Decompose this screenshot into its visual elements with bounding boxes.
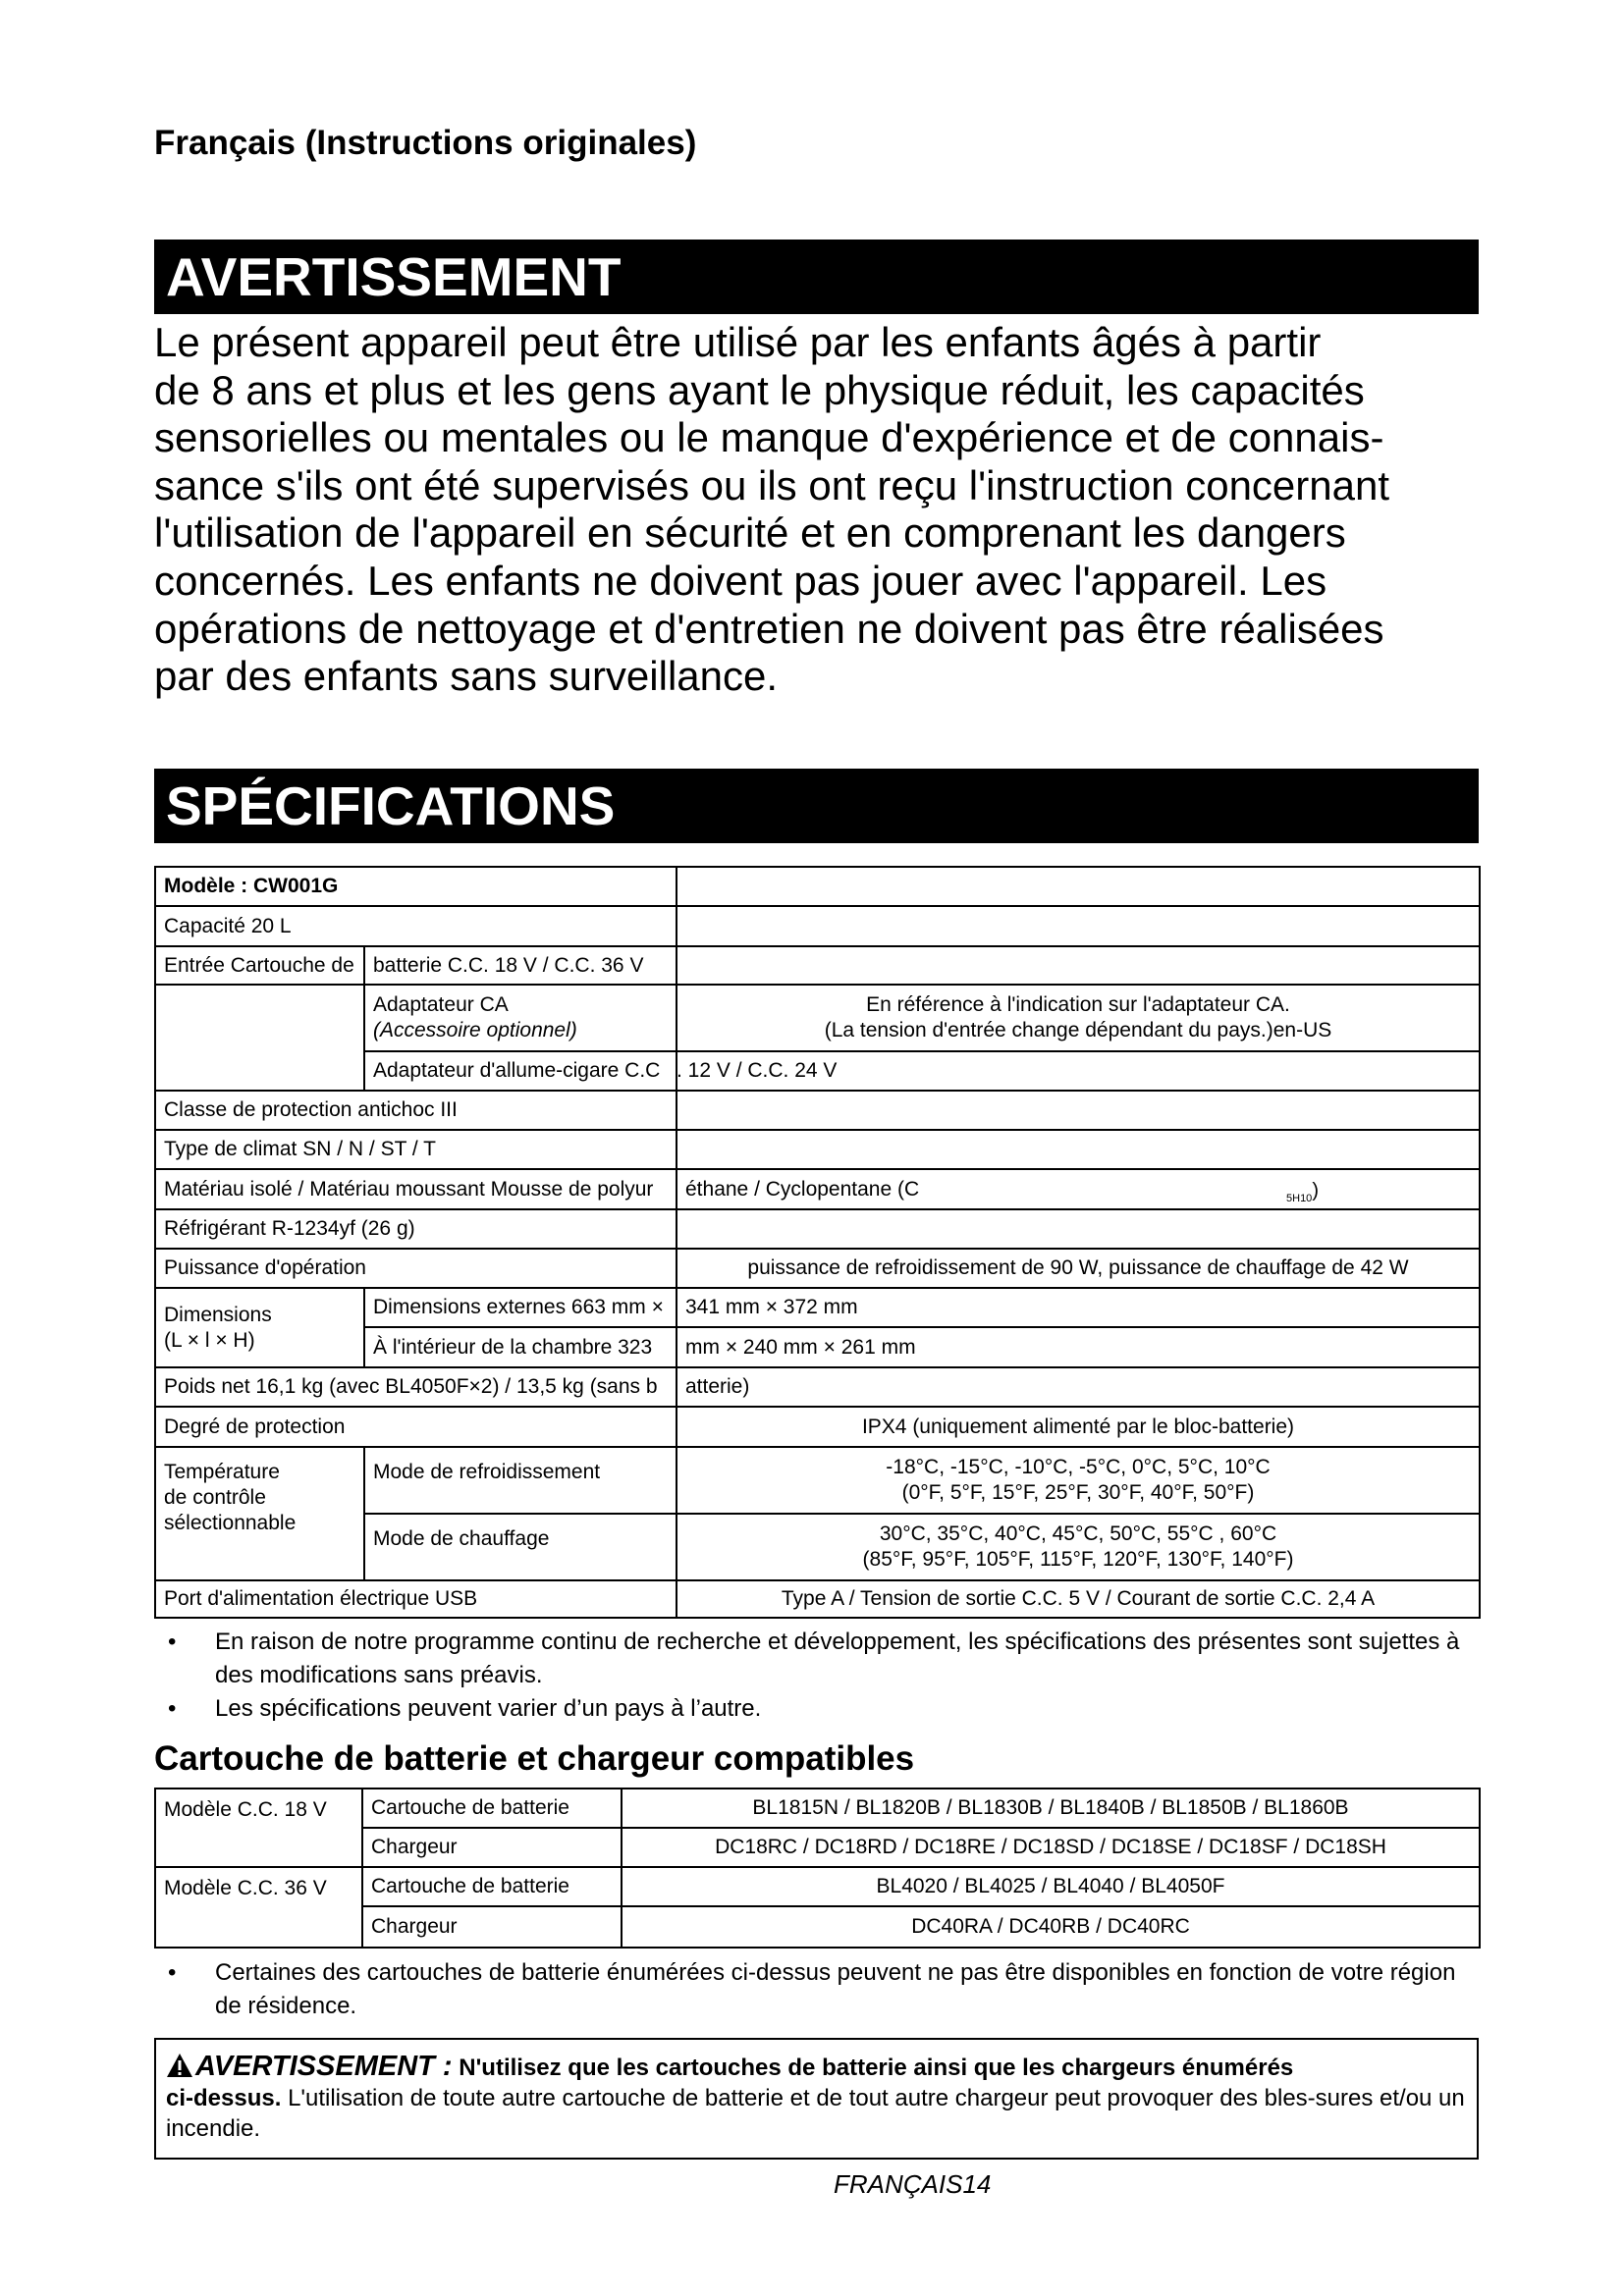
warning-triangle-icon xyxy=(166,2053,193,2078)
dimensions-label-cell xyxy=(155,1288,364,1367)
model-cell: Modèle : CW001G xyxy=(155,867,677,906)
empty-cell xyxy=(677,1130,1480,1169)
warning-line: concernés. Les enfants ne doivent pas jouer avec l'appareil. Les xyxy=(154,557,1327,604)
capacity-cell: Capacité 20 L xyxy=(155,906,677,946)
specifications-banner: SPÉCIFICATIONS xyxy=(154,769,1479,843)
insulation-formula xyxy=(1286,1178,1319,1209)
ip-value-cell: IPX4 (uniquement alimenté par le bloc-batterie) xyxy=(677,1407,1480,1447)
temperature-label-cell xyxy=(155,1447,364,1580)
heating-mode-cell: Mode de chauffage xyxy=(364,1514,677,1580)
empty-cell xyxy=(677,906,1480,946)
charger-label-cell: Chargeur xyxy=(362,1906,622,1948)
protection-class-cell: Classe de protection antichoc III xyxy=(155,1091,677,1130)
temperature-label-line: de contrôle xyxy=(164,1486,266,1509)
list-item xyxy=(154,1692,1479,1726)
ip-label-cell: Degré de protection xyxy=(155,1407,677,1447)
usb-label-cell: Port d'alimentation électrique USB xyxy=(155,1580,677,1618)
table-row xyxy=(155,1169,1480,1209)
note-text: Les spécifications peuvent varier d’un pays à l’autre. xyxy=(215,1695,762,1722)
table-row xyxy=(155,1447,1480,1514)
insulation-value-cell xyxy=(677,1169,1480,1209)
temperature-label-line: Température xyxy=(164,1461,280,1483)
table-row xyxy=(155,1288,1480,1327)
table-row xyxy=(155,867,1480,906)
warning-line: l'utilisation de l'appareil en sécurité et en comprenant les dangers xyxy=(154,509,1346,557)
empty-cell xyxy=(677,867,1480,906)
ac-value-cell xyxy=(677,985,1480,1051)
table-row xyxy=(155,1249,1480,1288)
table-row xyxy=(155,1130,1480,1169)
empty-cell xyxy=(677,1209,1480,1249)
table-row xyxy=(155,1367,1480,1407)
ac-adapter-label: Adaptateur CA xyxy=(373,993,509,1016)
heating-values-line: 30°C, 35°C, 40°C, 45°C, 50°C, 55°C , 60°C xyxy=(879,1522,1277,1545)
bullet-icon: • xyxy=(168,1695,177,1722)
model-18-cell: Modèle C.C. 18 V xyxy=(155,1789,362,1867)
dim-ext-value-cell: 341 mm × 372 mm xyxy=(677,1288,1480,1327)
table-row xyxy=(155,1407,1480,1447)
warning-banner: AVERTISSEMENT xyxy=(154,240,1479,314)
warning-line: sensorielles ou mentales ou le manque d'expérience et de connais- xyxy=(154,414,1384,461)
table-row xyxy=(155,1580,1480,1618)
charger-label-cell: Chargeur xyxy=(362,1828,622,1867)
formula-subscript: 10 xyxy=(1300,1193,1313,1204)
cooling-values-cell xyxy=(677,1447,1480,1514)
cigar-adapter-cell: Adaptateur d'allume-cigare C.C xyxy=(364,1051,677,1091)
weight-cell: Poids net 16,1 kg (avec BL4050F×2) / 13,5 kg (sans b xyxy=(155,1367,677,1407)
input-battery-cell: batterie C.C. 18 V / C.C. 36 V xyxy=(364,946,677,985)
charger-36-cell: DC40RA / DC40RB / DC40RC xyxy=(622,1906,1480,1948)
cooling-values-line: -18°C, -15°C, -10°C, -5°C, 0°C, 5°C, 10°C xyxy=(886,1456,1271,1478)
battery-18-cell: BL1815N / BL1820B / BL1830B / BL1840B / BL1850B / BL1860B xyxy=(622,1789,1480,1828)
dimensions-axes: (L × l × H) xyxy=(164,1328,255,1352)
warning-line: de 8 ans et plus et les gens ayant le physique réduit, les capacités xyxy=(154,366,1365,413)
cooling-mode-cell: Mode de refroidissement xyxy=(364,1447,677,1514)
table-row xyxy=(155,1091,1480,1130)
charger-18-cell: DC18RC / DC18RD / DC18RE / DC18SD / DC18SE / DC18SF / DC18SH xyxy=(622,1828,1480,1867)
cooling-values-line: (0°F, 5°F, 15°F, 25°F, 30°F, 40°F, 50°F) xyxy=(901,1481,1255,1504)
insulation-cell: Matériau isolé / Matériau moussant Mousse de polyur xyxy=(155,1169,677,1209)
bullet-icon: • xyxy=(168,1959,177,1986)
table-row xyxy=(155,1209,1480,1249)
warning-line: Le présent appareil peut être utilisé par les enfants âgés à partir xyxy=(154,319,1322,365)
model-36-cell: Modèle C.C. 36 V xyxy=(155,1867,362,1948)
page-footer: FRANÇAIS14 xyxy=(834,2169,992,2199)
power-label-cell: Puissance d'opération xyxy=(155,1249,677,1288)
heating-values-cell xyxy=(677,1514,1480,1580)
heating-values-line: (85°F, 95°F, 105°F, 115°F, 120°F, 130°F, 140°F) xyxy=(862,1548,1294,1571)
language-title: Français (Instructions originales) xyxy=(154,124,697,162)
refrigerant-cell: Réfrigérant R-1234yf (26 g) xyxy=(155,1209,677,1249)
warning-line: par des enfants sans surveillance. xyxy=(154,653,779,700)
warning-heading: AVERTISSEMENT : xyxy=(195,2051,453,2082)
specification-notes xyxy=(154,1626,1479,1726)
compatible-table xyxy=(154,1788,1481,1949)
note-text: Certaines des cartouches de batterie énumérées ci-dessus peuvent ne pas être disponibles en fonction de votre région de résidence. xyxy=(215,1959,1456,2019)
table-row xyxy=(155,985,1480,1051)
warning-line: sance s'ils ont été supervisés ou ils ont reçu l'instruction concernant xyxy=(154,461,1390,508)
temperature-label-line: sélectionnable xyxy=(164,1512,297,1534)
ac-value-line: (La tension d'entrée change dépendant du pays.)en-US xyxy=(824,1019,1332,1041)
usb-value-cell: Type A / Tension de sortie C.C. 5 V / Courant de sortie C.C. 2,4 A xyxy=(677,1580,1480,1618)
dim-ext-cell: Dimensions externes 663 mm × xyxy=(364,1288,677,1327)
climate-cell: Type de climat SN / N / ST / T xyxy=(155,1130,677,1169)
empty-cell xyxy=(155,985,364,1091)
table-row xyxy=(155,946,1480,985)
insulation-value: éthane / Cyclopentane (C xyxy=(685,1177,920,1201)
list-item xyxy=(154,1956,1479,2023)
warning-bold-text: N'utilisez que les cartouches de batterie ainsi que les chargeurs énumérés xyxy=(459,2055,1294,2081)
formula-end: ) xyxy=(1312,1180,1319,1201)
list-item xyxy=(154,1626,1479,1692)
formula-subscript: 5H xyxy=(1286,1193,1301,1204)
cigar-value-cell xyxy=(677,1051,1480,1091)
empty-cell xyxy=(677,1091,1480,1130)
warning-bold-text: ci-dessus. xyxy=(166,2085,282,2111)
battery-label-cell: Cartouche de batterie xyxy=(362,1789,622,1828)
note-text: En raison de notre programme continu de recherche et développement, les spécifications des présentes sont sujettes à des modifications sans préavis. xyxy=(215,1629,1460,1688)
power-value-cell: puissance de refroidissement de 90 W, puissance de chauffage de 42 W xyxy=(677,1249,1480,1288)
ac-value-line: En référence à l'indication sur l'adaptateur CA. xyxy=(866,993,1290,1016)
compatible-title: Cartouche de batterie et chargeur compatibles xyxy=(154,1739,915,1778)
ac-optional-label: (Accessoire optionnel) xyxy=(373,1019,577,1041)
weight-value-cell: atterie) xyxy=(677,1367,1480,1407)
table-row xyxy=(155,906,1480,946)
warning-text: L'utilisation de toute autre cartouche de batterie et de tout autre chargeur peut provoquer des bles-sures et/ou un incendie. xyxy=(166,2085,1465,2142)
ac-adapter-cell xyxy=(364,985,677,1051)
dim-int-value-cell: mm × 240 mm × 261 mm xyxy=(677,1327,1480,1367)
warning-body xyxy=(154,319,1489,701)
bullet-icon: • xyxy=(168,1629,177,1655)
dimensions-label: Dimensions xyxy=(164,1303,272,1326)
empty-cell xyxy=(677,946,1480,985)
input-label-cell: Entrée Cartouche de xyxy=(155,946,364,985)
table-row xyxy=(155,1789,1480,1828)
compatibility-notes xyxy=(154,1956,1479,2023)
battery-label-cell: Cartouche de batterie xyxy=(362,1867,622,1906)
specifications-table xyxy=(154,866,1481,1619)
battery-warning-box xyxy=(154,2038,1479,2160)
battery-36-cell: BL4020 / BL4025 / BL4040 / BL4050F xyxy=(622,1867,1480,1906)
dim-int-cell: À l'intérieur de la chambre 323 xyxy=(364,1327,677,1367)
warning-line: opérations de nettoyage et d'entretien ne doivent pas être réalisées xyxy=(154,605,1384,652)
cigar-value: . 12 V / C.C. 24 V xyxy=(677,1059,838,1082)
table-row xyxy=(155,1867,1480,1906)
